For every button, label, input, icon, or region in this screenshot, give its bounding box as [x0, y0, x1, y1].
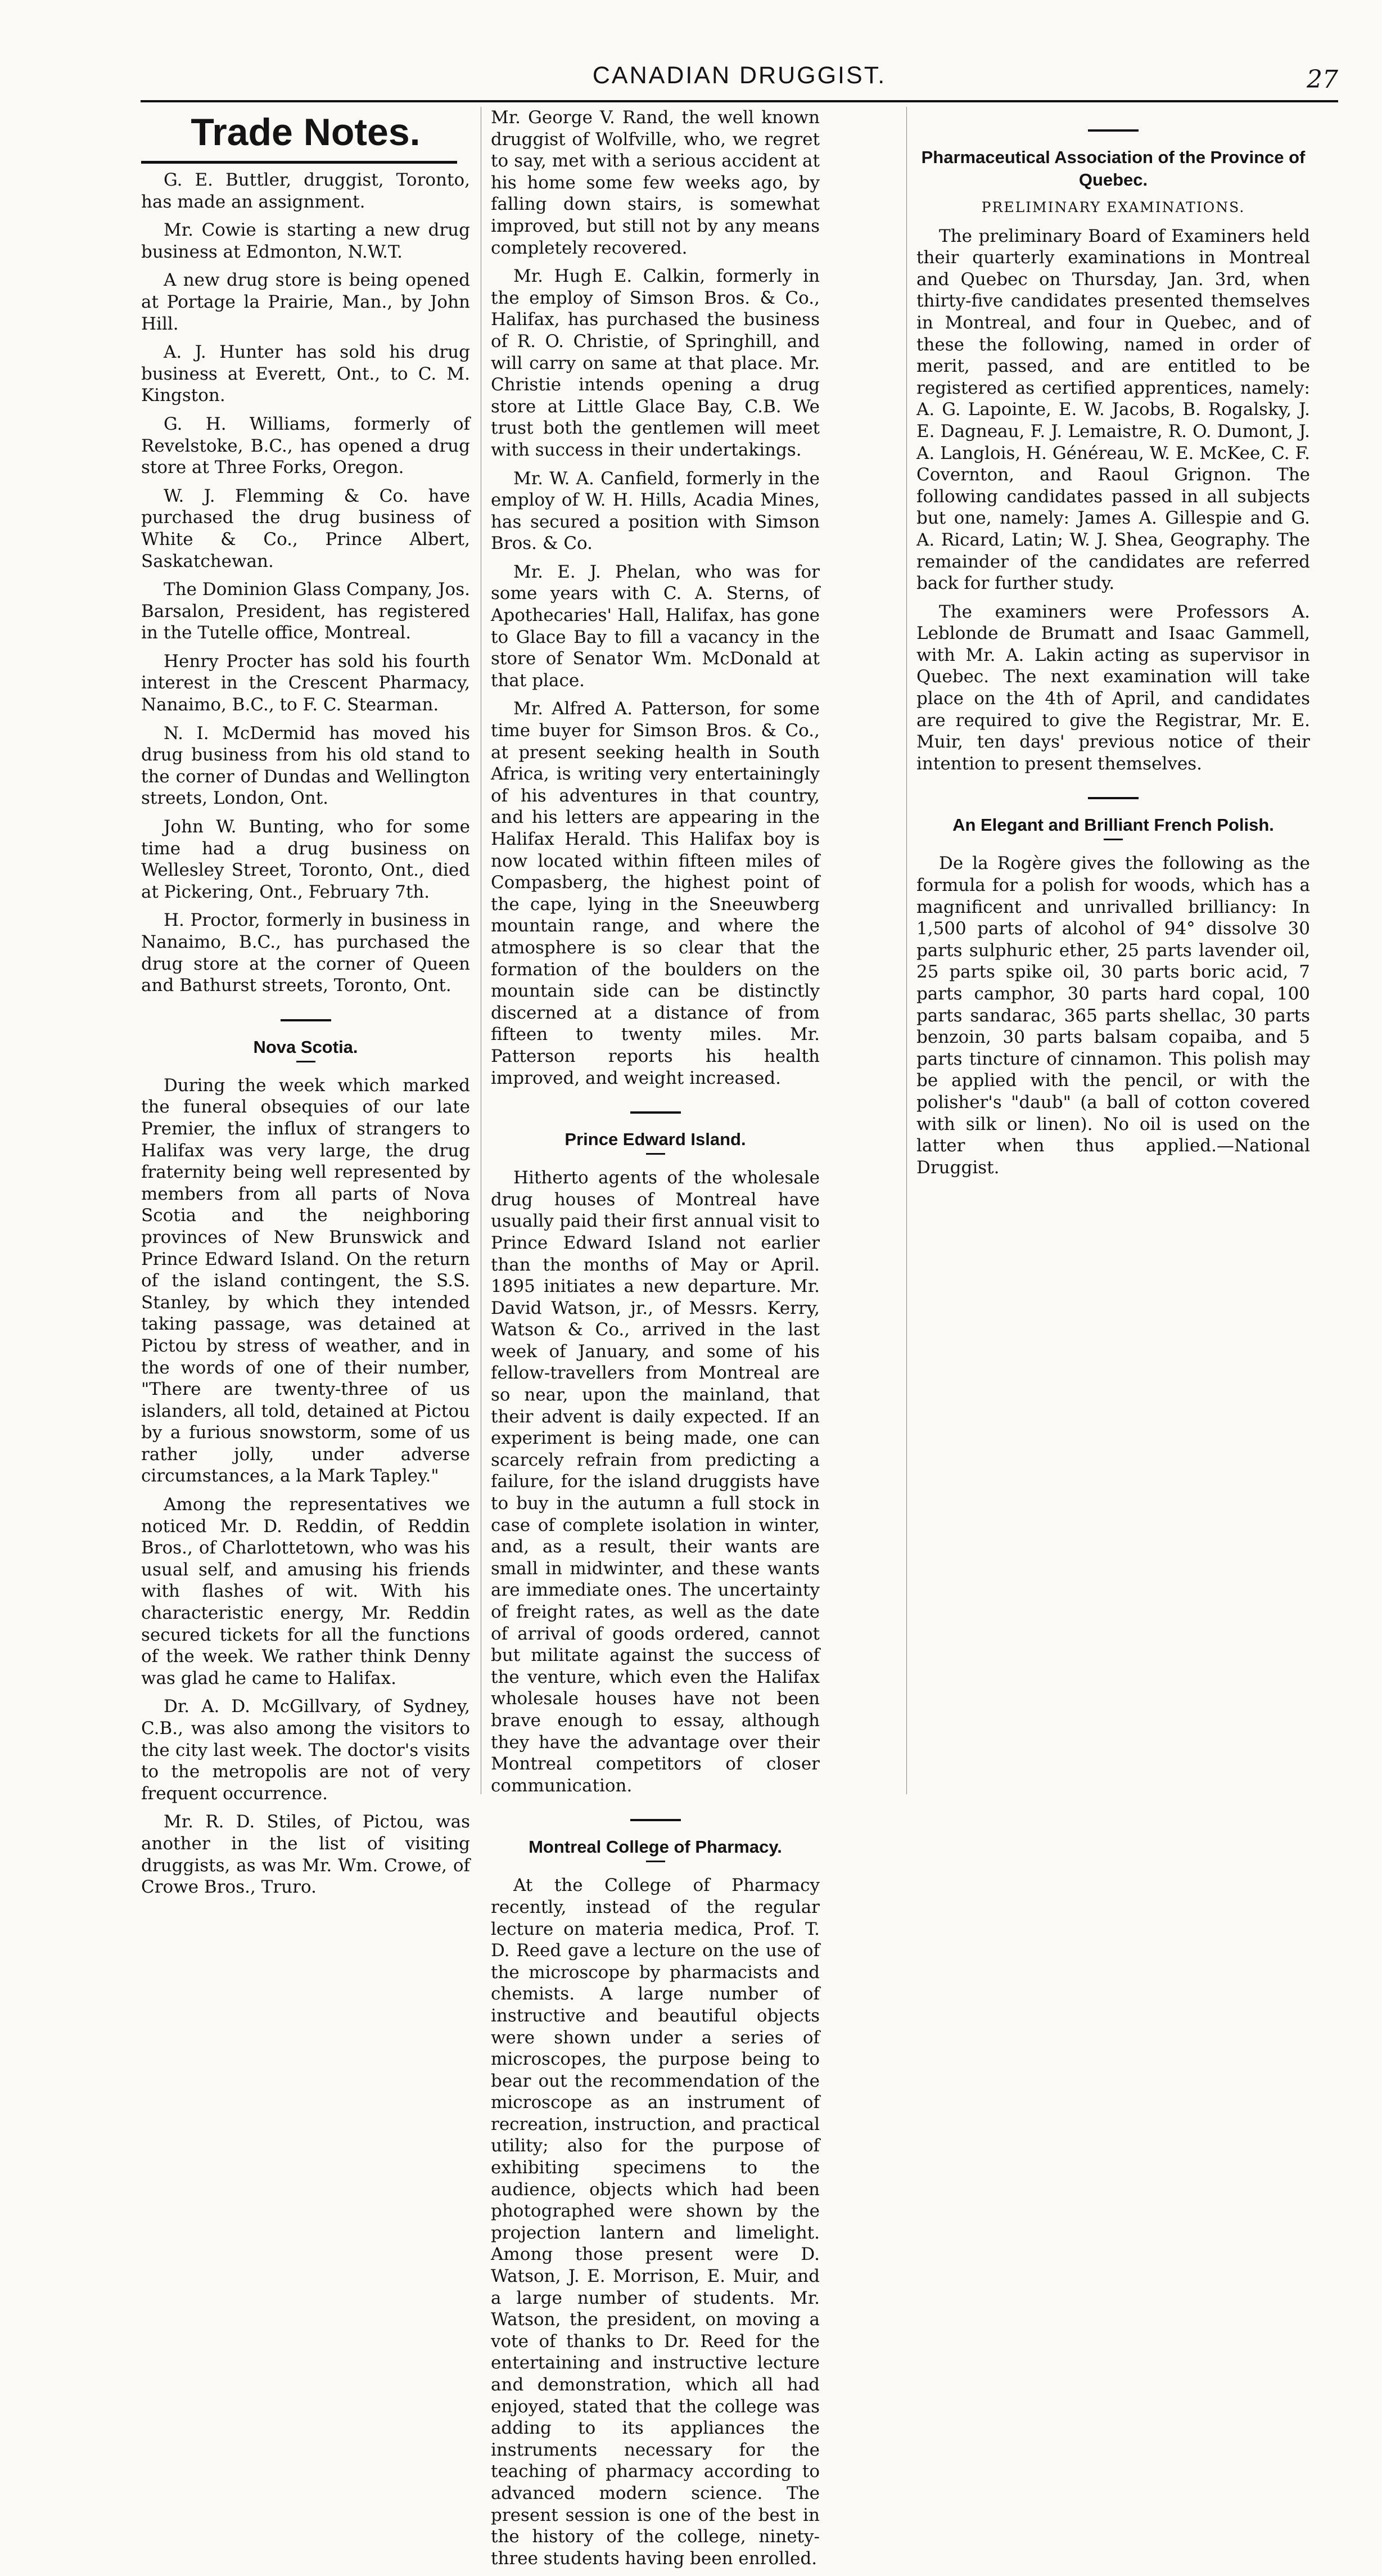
section-divider: [1088, 797, 1139, 799]
column-1: [141, 107, 470, 1905]
nova-scotia-paragraph: Mr. E. J. Phelan, who was for some years with C. A. Sterns, of Apothecaries' Hall, Halifax, has gone to Glace Bay to fill a vacancy in the store of Senator Wm. McDonald at that place.: [491, 561, 820, 691]
trade-note: Henry Procter has sold his fourth interest in the Crescent Pharmacy, Nanaimo, B.C., to F. C. Stearman.: [141, 651, 470, 715]
nova-scotia-paragraph: Dr. A. D. McGillvary, of Sydney, C.B., was also among the visitors to the city last week. The doctor's visits to the metropolis are not of very frequent occurrence.: [141, 1696, 470, 1804]
nova-scotia-heading: Nova Scotia.: [253, 1037, 358, 1057]
trade-note: The Dominion Glass Company, Jos. Barsalon, President, has registered in the Tutelle office, Montreal.: [141, 579, 470, 643]
nova-scotia-paragraph: Mr. R. D. Stiles, of Pictou, was another in the list of visiting druggists, as was Mr. Wm. Crowe, of Crowe Bros., Truro.: [141, 1812, 470, 1898]
heading-rule: [141, 161, 457, 164]
montreal-college-heading: Montreal College of Pharmacy.: [529, 1837, 782, 1857]
trade-note: W. J. Flemming & Co. have purchased the drug business of White & Co., Prince Albert, Saskatchewan.: [141, 485, 470, 571]
trade-note: G. H. Williams, formerly of Revelstoke, B.C., has opened a drug store at Three Forks, Oregon.: [141, 413, 470, 478]
french-polish-paragraph: De la Rogère gives the following as the formula for a polish for woods, which has a magnificent and unrivalled brilliancy: In 1,500 parts of alcohol of 94° dissolve 30 parts sulphuric ether, 25 parts lavender oil, 25 parts spike oil, 30 parts boric acid, 7 parts camphor, 30 parts hard copal, 100 parts sandarac, 365 parts shellac, 30 parts benzoin, 30 parts balsam copaiba, and 5 parts tincture of cinnamon. This polish may be applied with the pencil, or with the polisher's "daub" (a ball of cotton covered with silk or linen). No oil is used on the latter when thus applied.—National Druggist.: [916, 853, 1310, 1178]
quebec-paragraph: The examiners were Professors A. Leblonde de Brumatt and Isaac Gammell, with Mr. A. Lakin acting as supervisor in Quebec. The next examination will take place on the 4th of April, and candidates are required to give the Registrar, Mr. E. Muir, ten days' previous notice of their intention to present themselves.: [916, 601, 1310, 774]
column-3: [916, 107, 1310, 1185]
nova-scotia-paragraph: During the week which marked the funeral obsequies of our late Premier, the influx of strangers to Halifax was very large, the drug fraternity being well represented by members from all parts of Nova Scotia and the neighboring provinces of New Brunswick and Prince Edward Island. On the return of the island contingent, the S.S. Stanley, by which they intended taking passage, was detained at Pictou by stress of weather, and in the words of one of their number, "There are twenty-three of us islanders, all told, detained at Pictou by a furious snowstorm, some of us rather jolly, under adverse circumstances, a la Mark Tapley.": [141, 1075, 470, 1487]
section-divider: [630, 1111, 681, 1114]
french-polish-heading: An Elegant and Brilliant French Polish.: [952, 815, 1274, 835]
quebec-paragraph: The preliminary Board of Examiners held their quarterly examinations in Montreal and Quebec on Thursday, Jan. 3rd, when thirty-five candidates presented themselves in Montreal, and four in Quebec, and of these the following, named in order of merit, passed, and are entitled to be registered as certified apprentices, namely: A. G. Lapointe, E. W. Jacobs, B. Rogalsky, J. E. Dagneau, F. J. Lemaistre, R. O. Dumont, J. A. Langlois, H. Généreau, W. E. McKee, C. F. Covernton, and Raoul Grignon. The following candidates passed in all subjects but one, namely: James A. Gillespie and G. A. Ricard, Latin; W. J. Shea, Geography. The remainder of the candidates are referred back for further study.: [916, 226, 1310, 594]
page-number: 27: [1307, 65, 1338, 94]
dash-divider: [646, 1861, 665, 1862]
trade-note: G. E. Buttler, druggist, Toronto, has made an assignment.: [141, 170, 470, 212]
trade-note: A new drug store is being opened at Portage la Prairie, Man., by John Hill.: [141, 270, 470, 334]
trade-note: H. Proctor, formerly in business in Nanaimo, B.C., has purchased the drug store at the corner of Queen and Bathurst streets, Toronto, Ont.: [141, 910, 470, 996]
header-rule: [141, 100, 1338, 102]
quebec-subheading: PRELIMINARY EXAMINATIONS.: [981, 199, 1245, 215]
trade-note: A. J. Hunter has sold his drug business at Everett, Ont., to C. M. Kingston.: [141, 342, 470, 406]
trade-note: John W. Bunting, who for some time had a drug business on Wellesley Street, Toronto, Ont., died at Pickering, Ont., February 7th.: [141, 817, 470, 902]
running-title: CANADIAN DRUGGIST.: [592, 62, 887, 89]
section-divider: [1088, 129, 1139, 132]
montreal-college-paragraph: At the College of Pharmacy recently, instead of the regular lecture on materia medica, Prof. T. D. Reed gave a lecture on the use of the microscope by pharmacists and chemists. A large number of instructive and beautiful objects were shown under a series of microscopes, the purpose being to bear out the recommendation of the microscope as an instrument of recreation, instruction, and practical utility; also for the purpose of exhibiting specimens to the audience, objects which had been photographed were shown by the projection lantern and limelight. Among those present were D. Watson, J. E. Morrison, E. Muir, and a large number of students. Mr. Watson, the president, on moving a vote of thanks to Dr. Reed for the entertaining and instructive lecture and demonstration, which all had enjoyed, stated that the college was adding to its appliances the instruments necessary for the teaching of pharmacy according to advanced modern science. The present session is one of the best in the history of the college, ninety-three students having been enrolled.: [491, 1875, 820, 2569]
trade-note: Mr. Cowie is starting a new drug business at Edmonton, N.W.T.: [141, 220, 470, 262]
nova-scotia-paragraph: Mr. George V. Rand, the well known druggist of Wolfville, who, we regret to say, met with a serious accident at his home some few weeks ago, by falling down stairs, is somewhat improved, but still not by any means completely recovered.: [491, 107, 820, 258]
nova-scotia-paragraph: Mr. W. A. Canfield, formerly in the employ of W. H. Hills, Acadia Mines, has secured a position with Simson Bros. & Co.: [491, 468, 820, 554]
dash-divider: [646, 1153, 665, 1155]
nova-scotia-paragraph: Mr. Hugh E. Calkin, formerly in the employ of Simson Bros. & Co., Halifax, has purchased the business of R. O. Christie, of Springhill, and will carry on same at that place. Mr. Christie intends opening a drug store at Little Glace Bay, C.B. We trust both the gentlemen will meet with success in their undertakings.: [491, 266, 820, 460]
section-divider: [630, 1819, 681, 1821]
nova-scotia-paragraph: Among the representatives we noticed Mr. D. Reddin, of Reddin Bros., of Charlottetown, who was his usual self, and amusing his friends with flashes of wit. With his characteristic energy, Mr. Reddin secured tickets for all the functions of the week. We rather think Denny was glad he came to Halifax.: [141, 1494, 470, 1688]
section-divider: [281, 1019, 331, 1021]
dash-divider: [1104, 839, 1123, 840]
page-header: [141, 62, 1338, 96]
dash-divider: [296, 1061, 315, 1062]
column-divider: [906, 107, 907, 1794]
trade-notes-heading: Trade Notes.: [191, 111, 421, 154]
trade-note: N. I. McDermid has moved his drug business from his old stand to the corner of Dundas and Wellington streets, London, Ont.: [141, 723, 470, 809]
nova-scotia-paragraph: Mr. Alfred A. Patterson, for some time buyer for Simson Bros. & Co., at present seeking health in South Africa, is writing very entertainingly of his adventures in that country, and his letters are appearing in the Halifax Herald. This Halifax boy is now located within fifteen miles of Compasberg, the highest point of the cape, lying in the Sneeuwberg mountain range, and where the atmosphere is so clear that the formation of the boulders on the mountain side can be distinctly discerned at a distance of from fifteen to twenty miles. Mr. Patterson reports his health improved, and weight increased.: [491, 699, 820, 1088]
pei-heading: Prince Edward Island.: [564, 1129, 746, 1150]
pei-paragraph: Hitherto agents of the wholesale drug houses of Montreal have usually paid their first annual visit to Prince Edward Island not earlier than the months of May or April. 1895 initiates a new departure. Mr. David Watson, jr., of Messrs. Kerry, Watson & Co., arrived in the last week of January, and some of his fellow-travellers from Montreal are so near, upon the mainland, that their advent is daily expected. If an experiment is being made, one can scarcely refrain from predicting a failure, for the island druggists have to buy in the autumn a full stock in case of complete isolation in winter, and, as a result, their wants are small in midwinter, and these wants are immediate ones. The uncertainty of freight rates, as well as the date of arrival of goods ordered, cannot but militate against the success of the venture, which even the Halifax wholesale houses have not been brave enough to essay, although they have the advantage over their Montreal competitors of closer communication.: [491, 1168, 820, 1796]
quebec-heading: Pharmaceutical Association of the Province of Quebec.: [921, 147, 1306, 190]
column-2: [491, 107, 820, 2576]
